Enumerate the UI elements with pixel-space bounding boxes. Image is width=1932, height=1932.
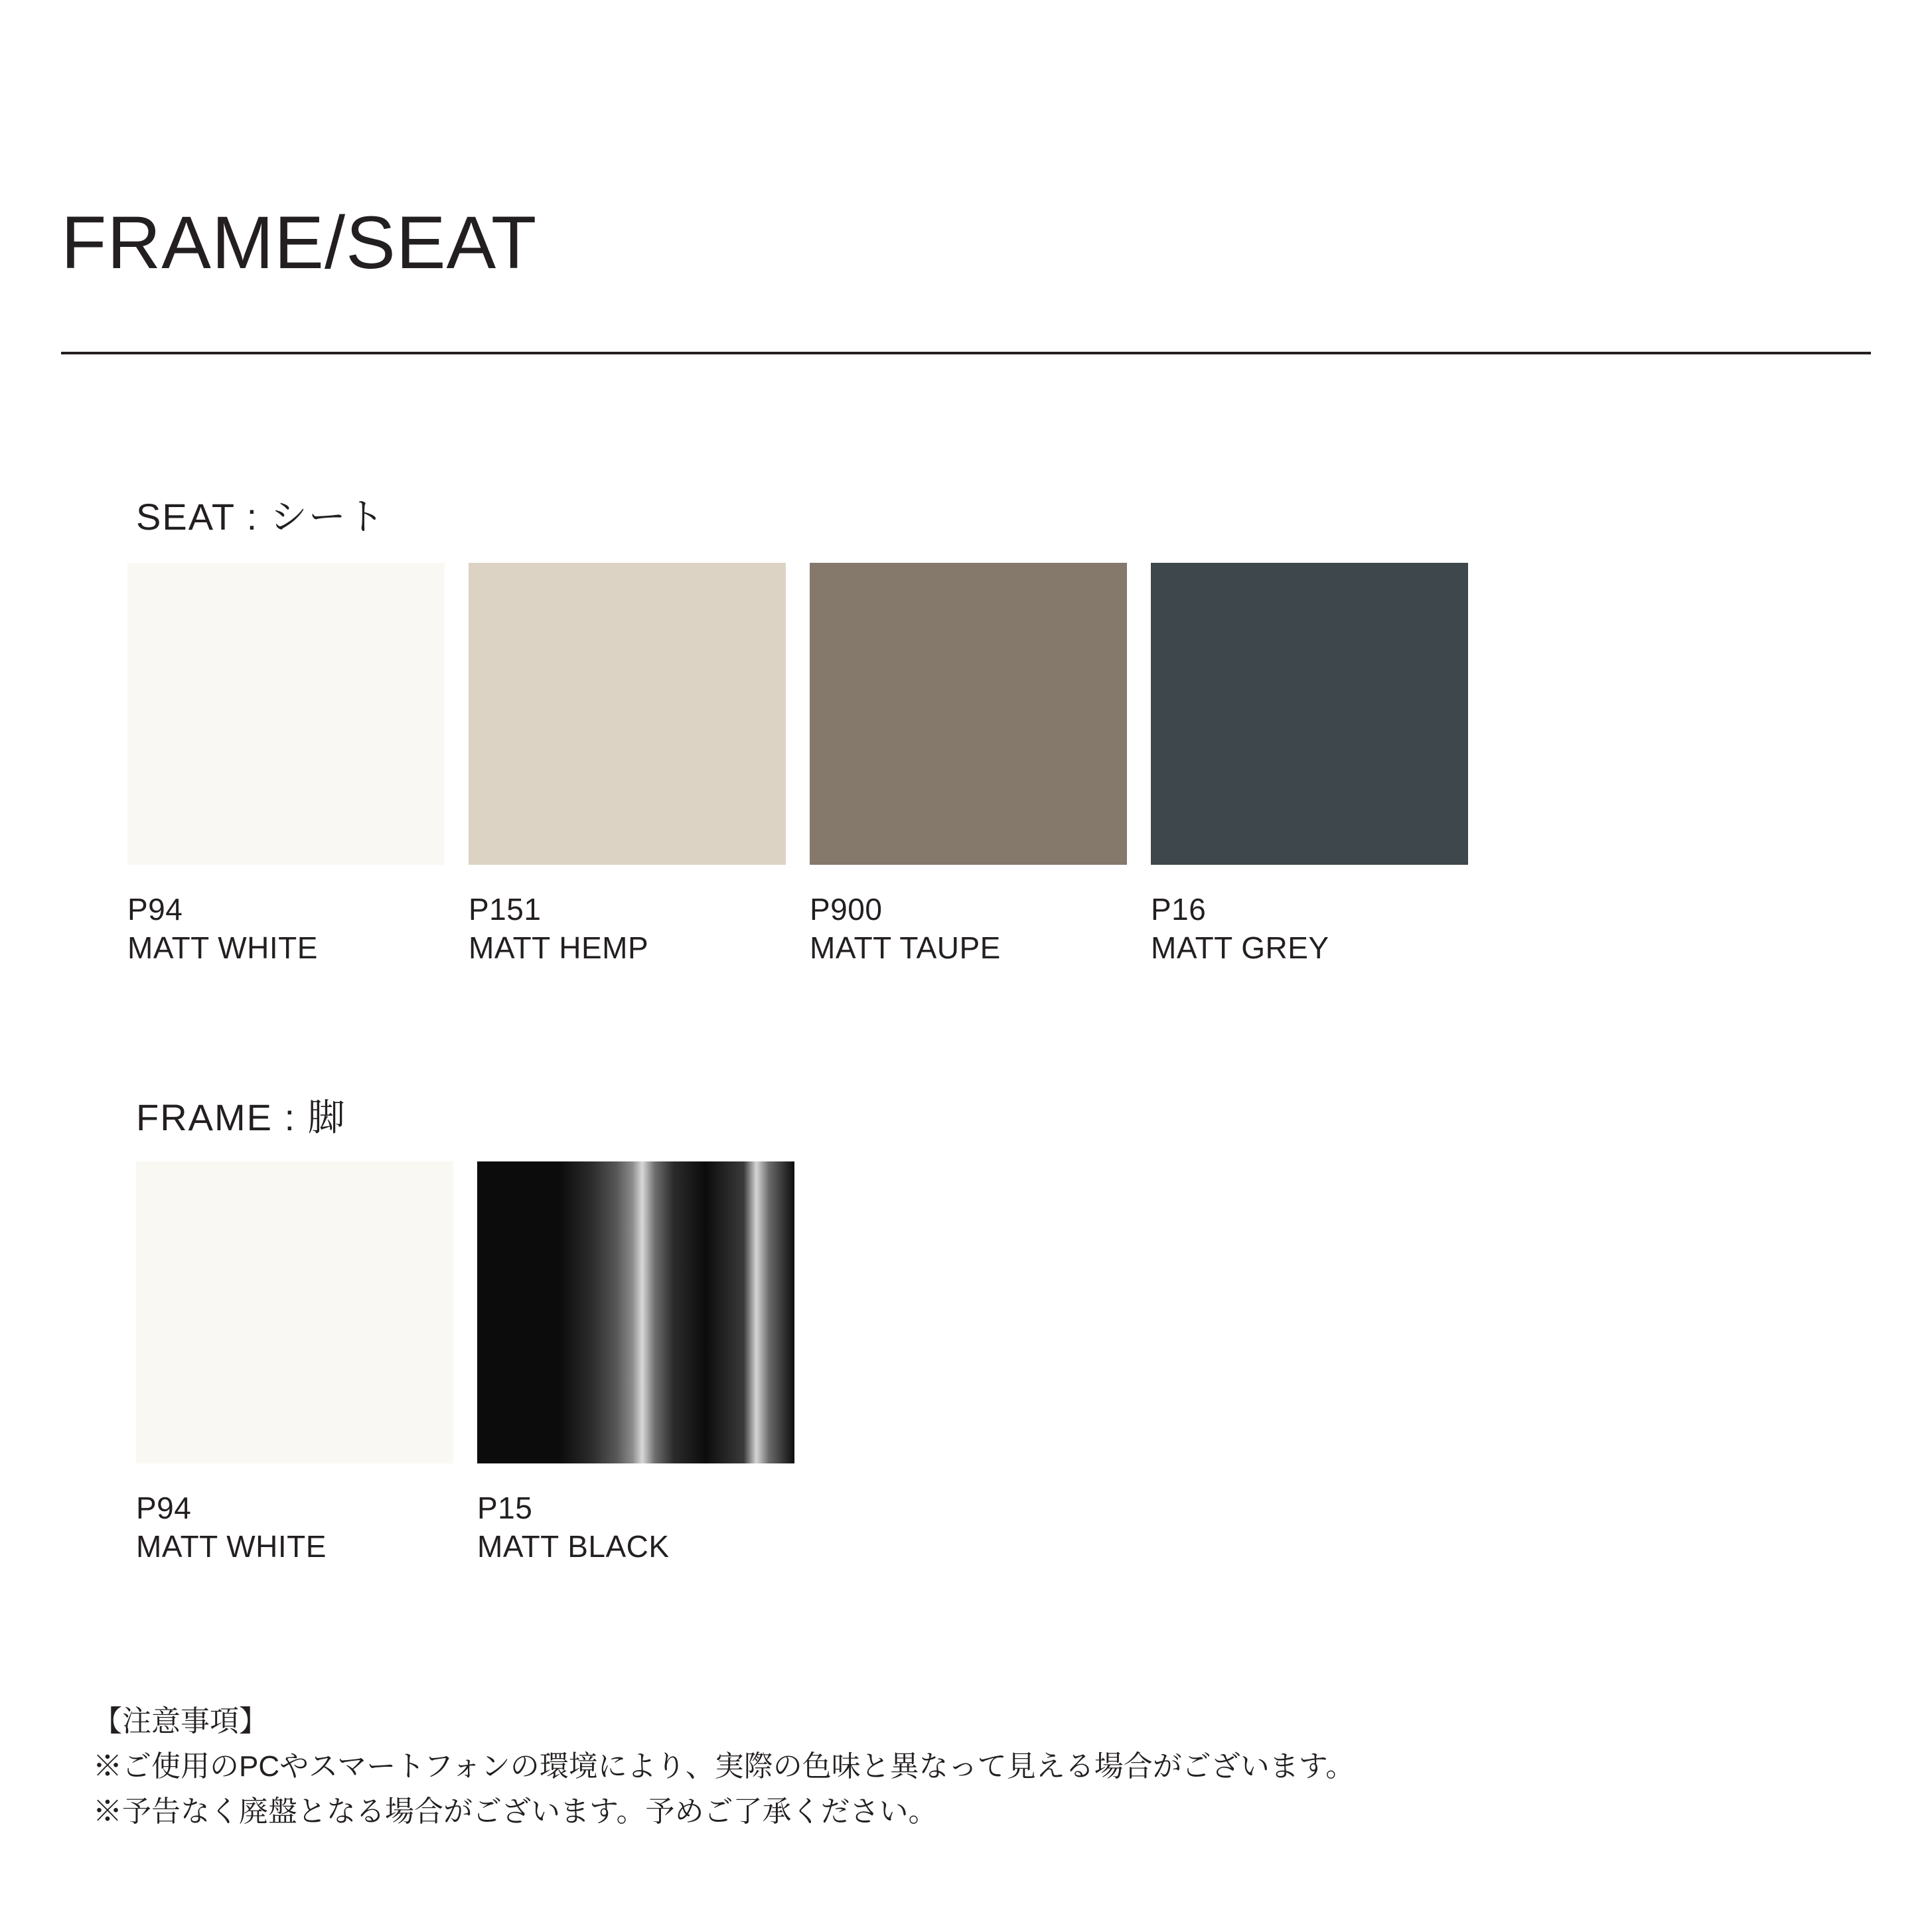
notes-heading: 【注意事項】	[93, 1705, 268, 1738]
swatch-item[interactable]	[810, 563, 1144, 966]
notes-line-1: ※ご使用のPCやスマートフォンの環境により、実際の色味と異なって見える場合がございます。	[93, 1750, 1355, 1783]
swatch-item[interactable]	[127, 563, 462, 966]
page-title: FRAME/SEAT	[61, 201, 538, 284]
color-swatch-p16[interactable]	[1151, 563, 1468, 865]
notes-line-2: ※予告なく廃盤となる場合がございます。予めご了承ください。	[93, 1795, 938, 1828]
color-swatch-p94[interactable]	[127, 563, 445, 865]
swatch-name: MATT WHITE	[136, 1529, 327, 1564]
swatch-code: P15	[477, 1491, 533, 1525]
seat-swatch-row	[127, 563, 1485, 966]
swatch-item[interactable]	[136, 1161, 471, 1565]
swatch-name: MATT GREY	[1151, 930, 1329, 966]
swatch-name: MATT BLACK	[477, 1529, 670, 1564]
title-divider	[61, 352, 1871, 354]
color-swatch-p94-frame[interactable]	[136, 1161, 453, 1463]
section-heading-seat: SEAT : シート	[136, 496, 386, 538]
swatch-item[interactable]	[469, 563, 803, 966]
swatch-code: P900	[810, 892, 883, 927]
section-heading-frame: FRAME : 脚	[136, 1096, 346, 1138]
swatch-name: MATT TAUPE	[810, 930, 1001, 966]
swatch-item[interactable]	[1151, 563, 1485, 966]
swatch-item[interactable]	[477, 1161, 812, 1565]
color-swatch-p900[interactable]	[810, 563, 1127, 865]
frame-swatch-row	[136, 1161, 812, 1565]
swatch-code: P151	[469, 892, 542, 927]
swatch-name: MATT WHITE	[127, 930, 318, 966]
color-swatch-p151[interactable]	[469, 563, 786, 865]
color-swatch-p15-frame[interactable]	[477, 1161, 794, 1463]
notes-block	[93, 1699, 1355, 1835]
swatch-code: P94	[136, 1491, 192, 1525]
swatch-code: P94	[127, 892, 183, 927]
swatch-name: MATT HEMP	[469, 930, 649, 966]
swatch-code: P16	[1151, 892, 1207, 927]
